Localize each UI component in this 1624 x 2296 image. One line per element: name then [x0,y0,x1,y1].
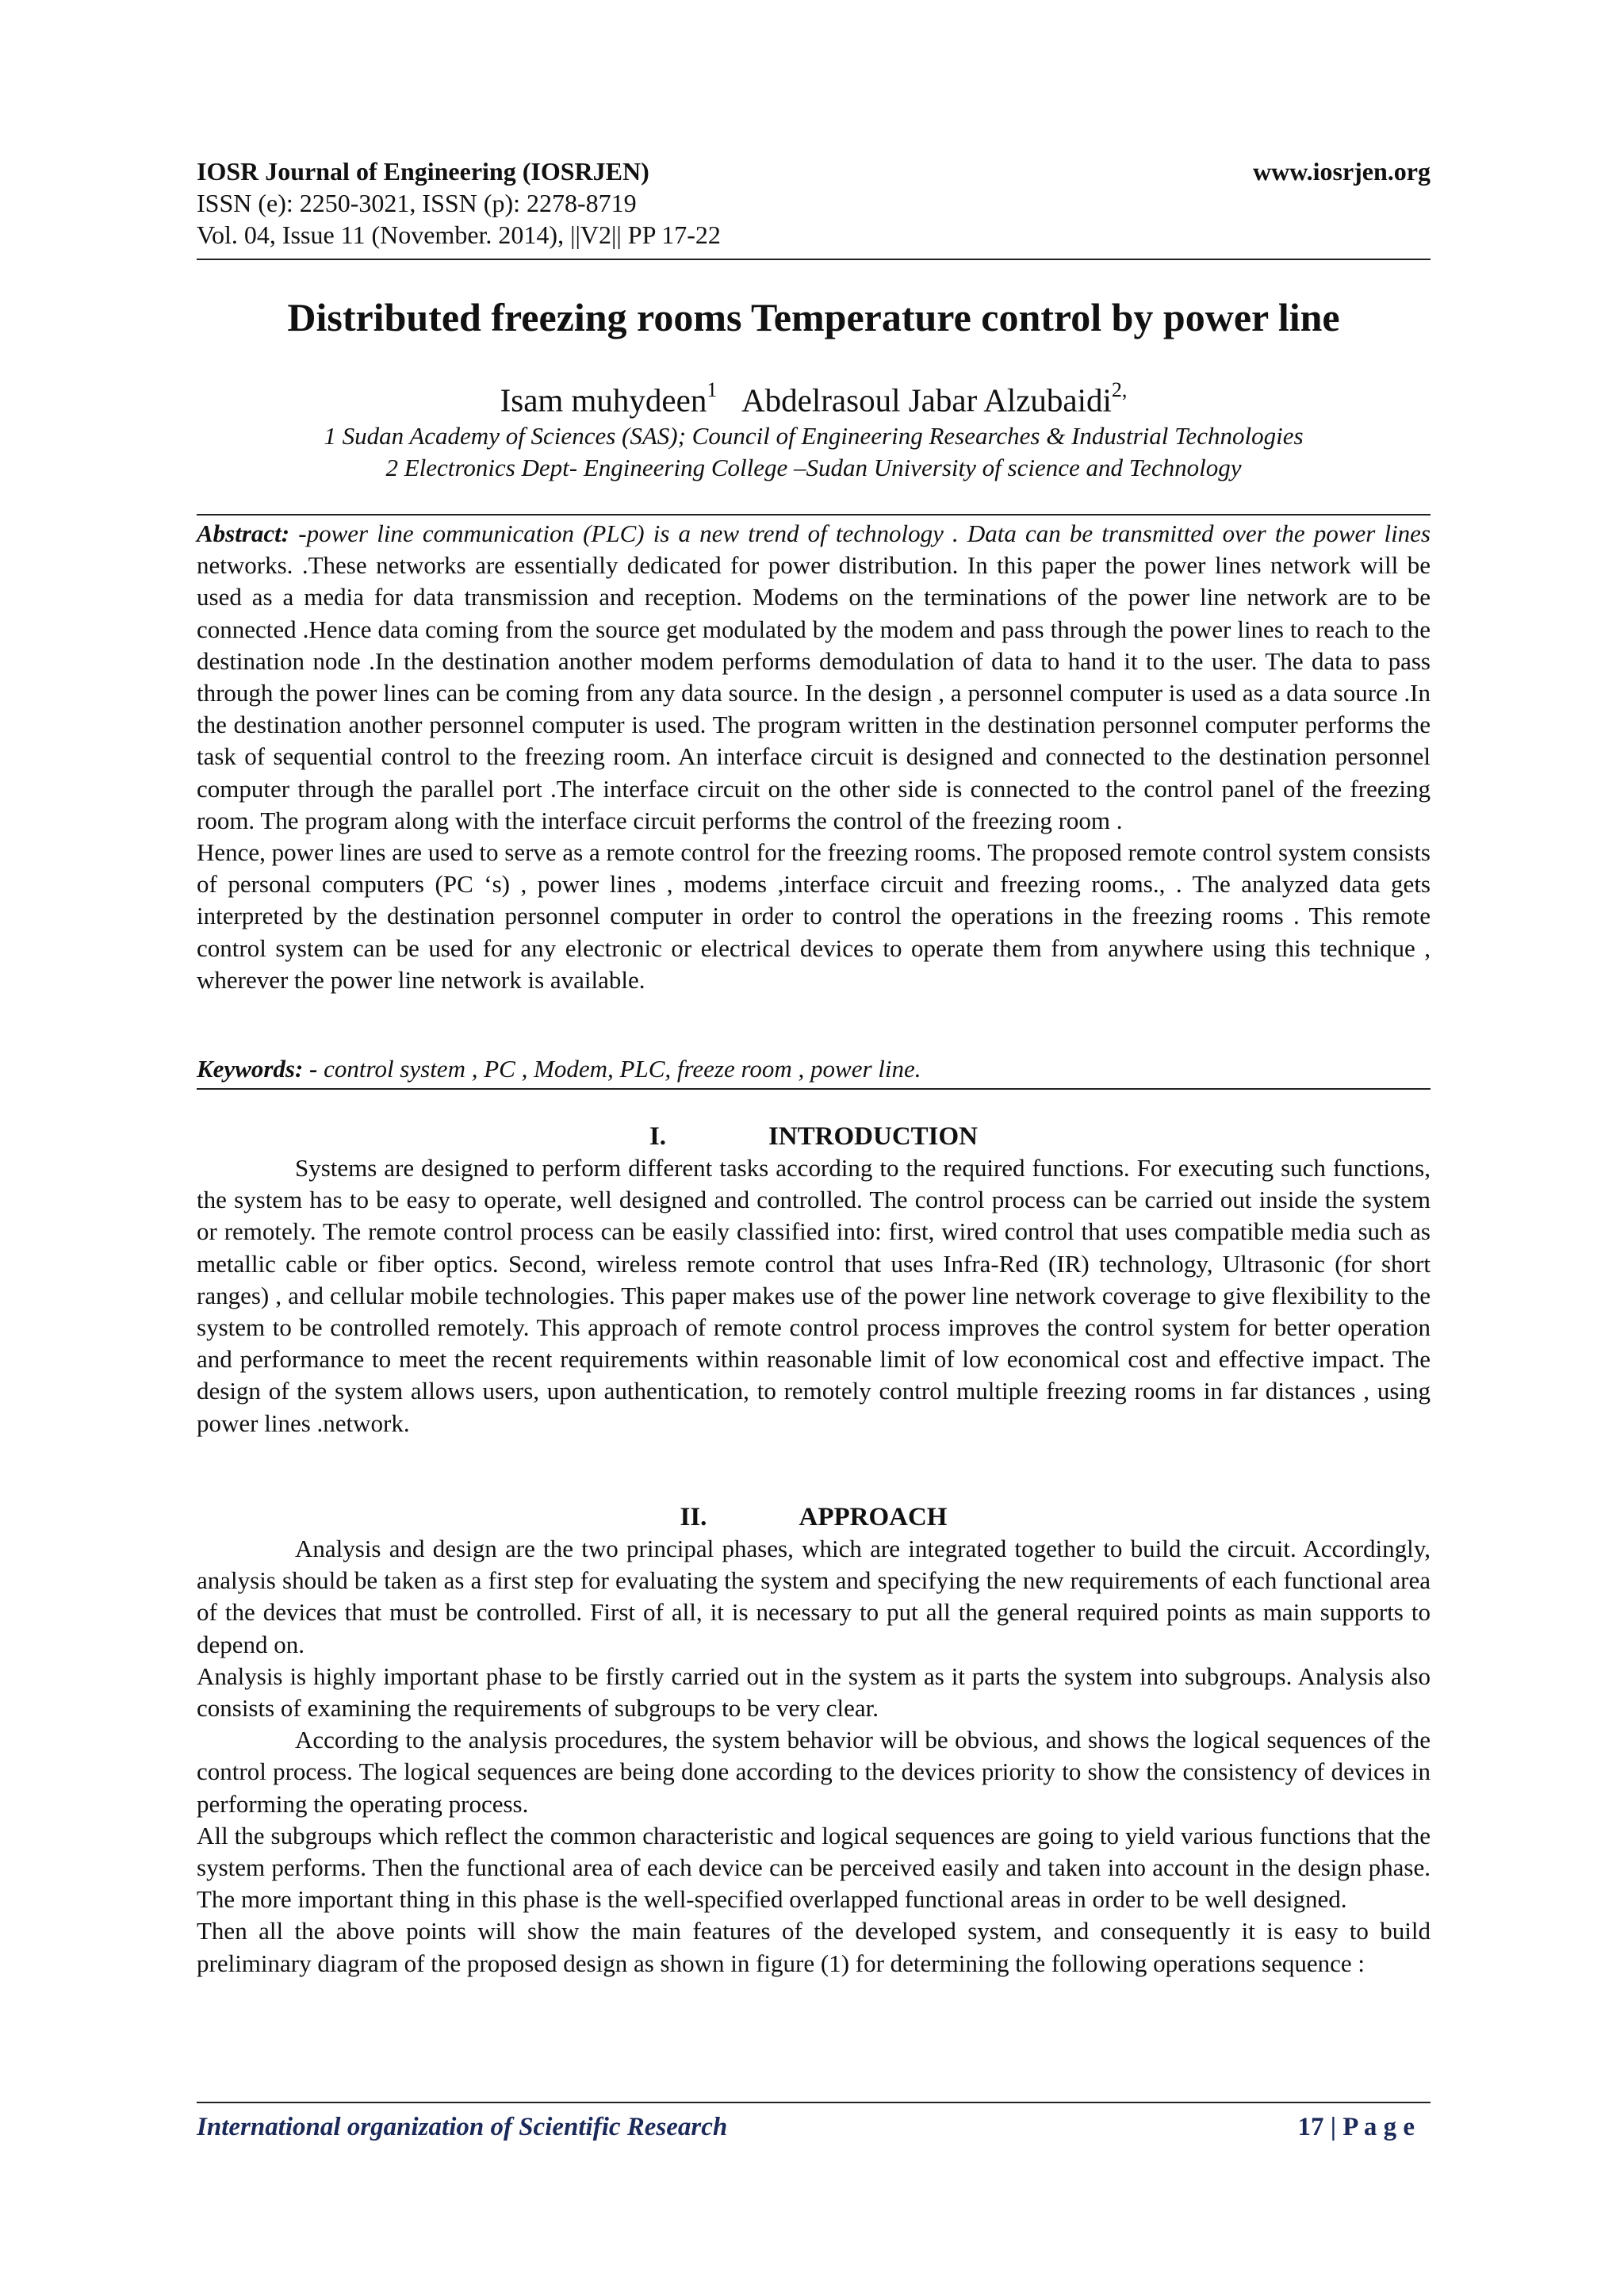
section-1-body [197,1152,1431,1439]
keywords-text: control system , PC , Modem, PLC, freeze room , power line. [317,1055,921,1083]
section-1-paragraph-1: Systems are designed to perform different tasks according to the required functions. For executing such functions, the system has to be easy to operate, well designed and controlled. The control process can be carried out inside the system or remotely. The remote control process can be easily classified into: first, wired control that uses compatible media such as metallic cable or fiber optics. Second, wireless remote control that uses Infra-Red (IR) technology, Ultrasonic (for short ranges) , and cellular mobile technologies. This paper makes use of the power line network coverage to give flexibility to the system to be controlled remotely. This approach of remote control process improves the control system for better operation and performance to meet the recent requirements within reasonable limit of low economical cost and effective impact. The design of the system allows users, upon authentication, to remotely control multiple freezing rooms in far distances , using power lines .network. [197,1154,1431,1437]
abstract-italic-intro: -power line communication (PLC) is a new trend of technology . Data can be transmitted over the power lines [289,519,1431,547]
keywords-label: Keywords: - [197,1055,318,1083]
affiliation-2: 2 Electronics Dept- Engineering College –Sudan University of science and Technology [385,454,1242,481]
section-1-number: I. [649,1122,667,1151]
journal-issn: ISSN (e): 2250-3021, ISSN (p): 2278-8719 [197,189,637,217]
journal-volume: Vol. 04, Issue 11 (November. 2014), ||V2|| PP 17-22 [197,220,721,249]
author-2-affil-mark: 2, [1111,378,1128,401]
section-2-title: APPROACH [799,1503,948,1531]
journal-header [197,155,1431,251]
footer-divider [197,2102,1431,2103]
page-footer [197,2111,1431,2143]
section-2-paragraph-4: All the subgroups which reflect the common characteristic and logical sequences are going to yield various functions that the system performs. Then the functional area of each device can be perceived easily and taken into account in the design phase. The more important thing in this phase is the well-specified overlapped functional areas in order to be well designed. [197,1821,1431,1914]
section-2-body [197,1533,1431,1980]
section-1-heading [197,1121,1431,1152]
author-2: Abdelrasoul Jabar Alzubaidi [741,381,1112,419]
section-1-title: INTRODUCTION [768,1122,979,1151]
abstract-top-divider [197,514,1431,516]
section-2-heading [197,1501,1431,1533]
affiliation-1: 1 Sudan Academy of Sciences (SAS); Council of Engineering Researches & Industrial Technologies [324,422,1304,450]
author-list [197,373,1431,421]
header-divider [197,259,1431,260]
section-2-paragraph-3: According to the analysis procedures, the system behavior will be obvious, and shows the logical sequences of the control process. The logical sequences are being done according to the devices priority to show the consistency of devices in performing the operating process. [197,1726,1431,1818]
affiliations [197,420,1431,484]
author-1: Isam muhydeen [500,381,707,419]
abstract-bottom-divider [197,1088,1431,1090]
journal-website: www.iosrjen.org [1253,157,1431,186]
author-1-affil-mark: 1 [707,378,718,401]
page-number: 17 | P a g e [1297,2113,1415,2141]
paper-title: Distributed freezing rooms Temperature control by power line [287,295,1340,339]
journal-name: IOSR Journal of Engineering (IOSRJEN) [197,157,649,186]
footer-organization: International organization of Scientific Research [197,2113,728,2141]
abstract-label: Abstract: [197,519,290,547]
section-2-number: II. [680,1503,707,1531]
section-2-paragraph-5: Then all the above points will show the main features of the developed system, and consequently it is easy to build preliminary diagram of the proposed design as shown in figure (1) for determining the following operations sequence : [197,1917,1431,1977]
section-2-paragraph-1: Analysis and design are the two principal phases, which are integrated together to build the circuit. Accordingly, analysis should be taken as a first step for evaluating the system and specifying the new requirements of each functional area of the devices that must be controlled. First of all, it is necessary to put all the general required points as main supports to depend on. [197,1535,1431,1658]
abstract-paragraph-1: networks. .These networks are essentially dedicated for power distribution. In this paper the power lines network will be used as a media for data transmission and reception. Modems on the terminations of the power line network are to be connected .Hence data coming from the source get modulated by the modem and pass through the power lines to reach to the destination node .In the destination another modem performs demodulation of data to hand it to the user. The data to pass through the power lines can be coming from any data source. In the design , a personnel computer is used as a data source .In the destination another personnel computer is used. The program written in the destination personnel computer performs the task of sequential control to the freezing room. An interface circuit is designed and connected to the destination personnel computer through the parallel port .The interface circuit on the other side is connected to the control panel of the freezing room. The program along with the interface circuit performs the control of the freezing room . [197,551,1431,834]
abstract-paragraph-2: Hence, power lines are used to serve as a remote control for the freezing rooms. The proposed remote control system consists of personal computers (PC ‘s) , power lines , modems ,interface circuit and freezing rooms., . The analyzed data gets interpreted by the destination personnel computer in order to control the operations in the freezing rooms . This remote control system can be used for any electronic or electrical devices to operate them from anywhere using this technique , wherever the power line network is available. [197,838,1431,994]
keywords [197,1053,1431,1085]
section-2-paragraph-2: Analysis is highly important phase to be firstly carried out in the system as it parts the system into subgroups. Analysis also consists of examining the requirements of subgroups to be very clear. [197,1662,1431,1723]
abstract [197,518,1431,996]
